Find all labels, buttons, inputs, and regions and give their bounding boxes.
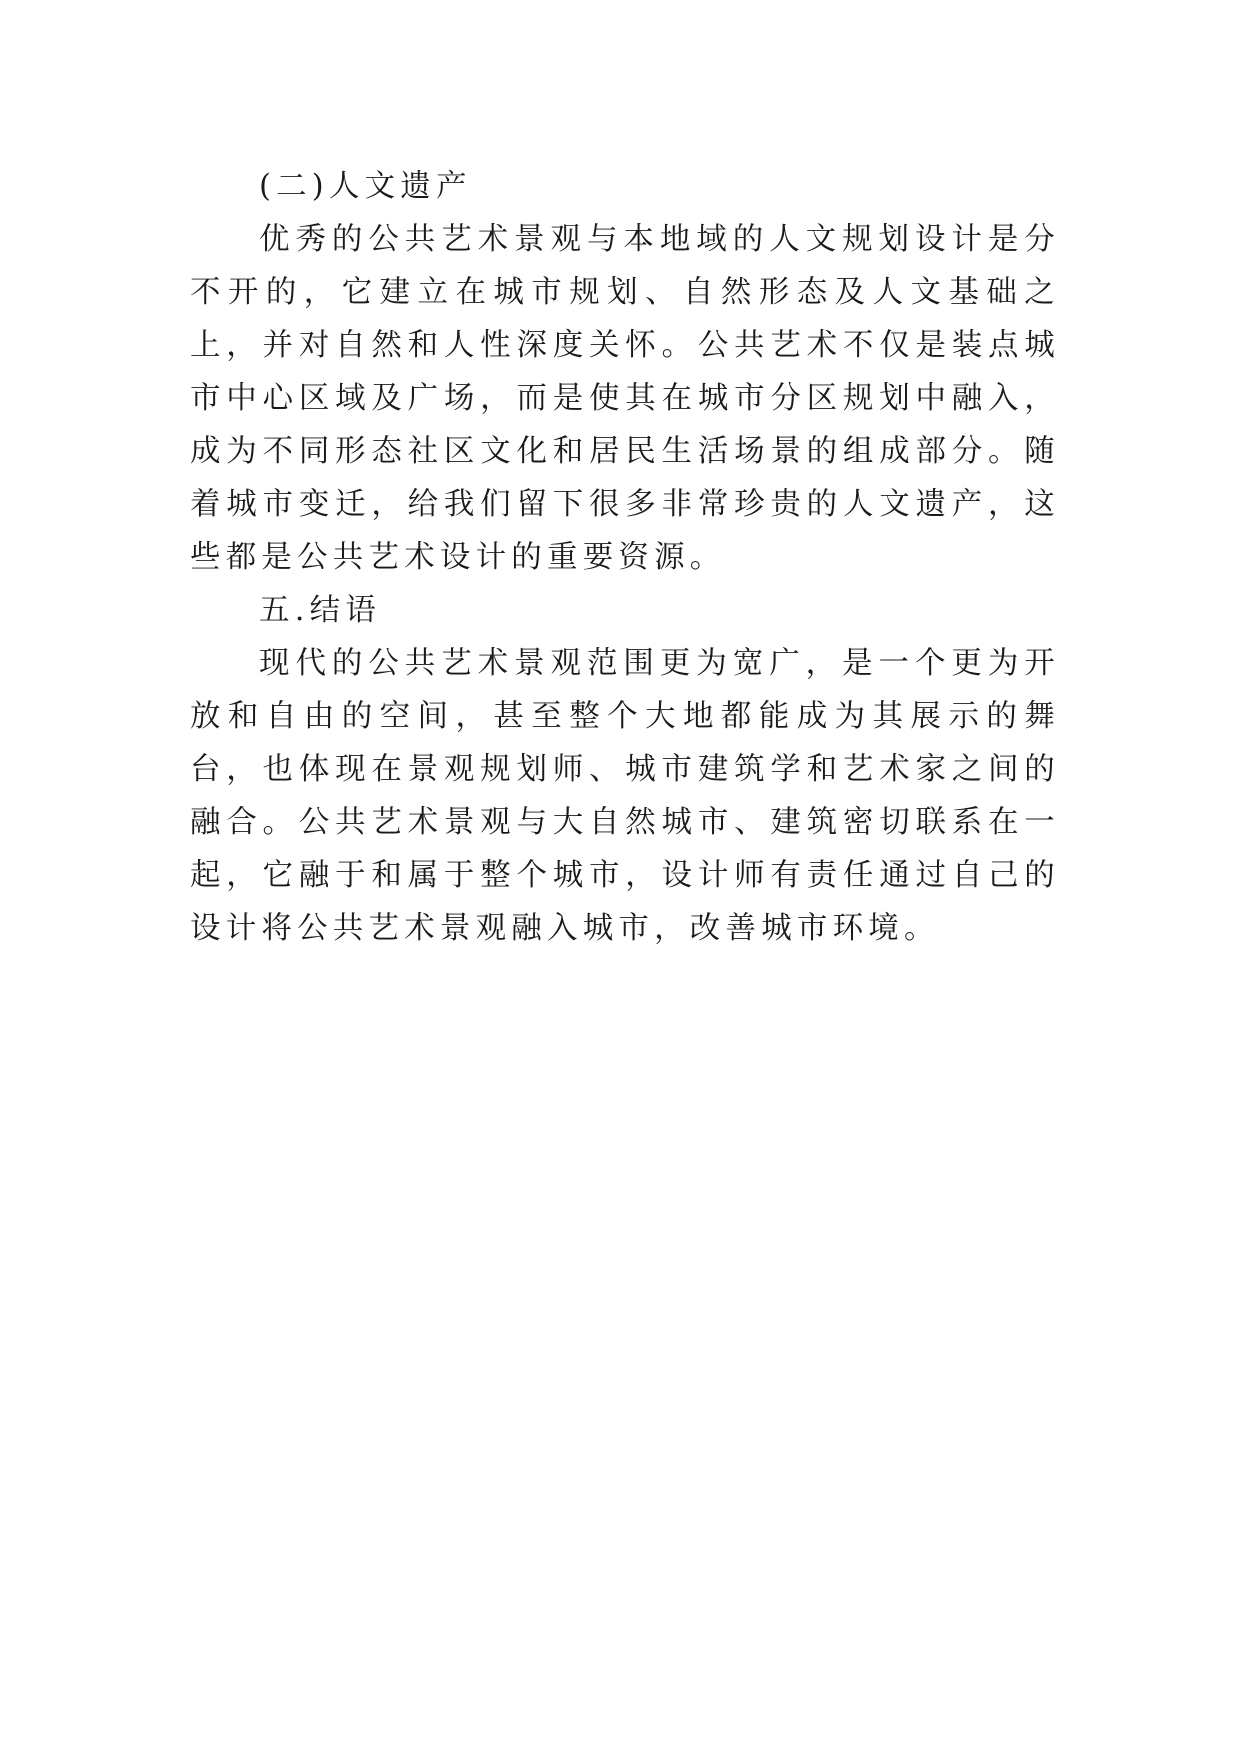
document-body [190,160,1060,955]
conclusion-heading: 五.结语 [259,593,381,628]
paragraph-cultural-heritage: 优秀的公共艺术景观与本地域的人文规划设计是分不开的，它建立在城市规划、自然形态及人文基础之上，并对自然和人性深度关怀。公共艺术不仅是装点城市中心区域及广场，而是使其在城市分区规划中融入，成为不同形态社区文化和居民生活场景的组成部分。随着城市变迁，给我们留下很多非常珍贵的人文遗产，这些都是公共艺术设计的重要资源。 [190,222,1060,575]
section-heading: (二)人文遗产 [259,169,472,204]
paragraph-conclusion: 现代的公共艺术景观范围更为宽广，是一个更为开放和自由的空间，甚至整个大地都能成为其展示的舞台，也体现在景观规划师、城市建筑学和艺术家之间的融合。公共艺术景观与大自然城市、建筑密切联系在一起，它融于和属于整个城市，设计师有责任通过自己的设计将公共艺术景观融入城市，改善城市环境。 [190,646,1060,946]
